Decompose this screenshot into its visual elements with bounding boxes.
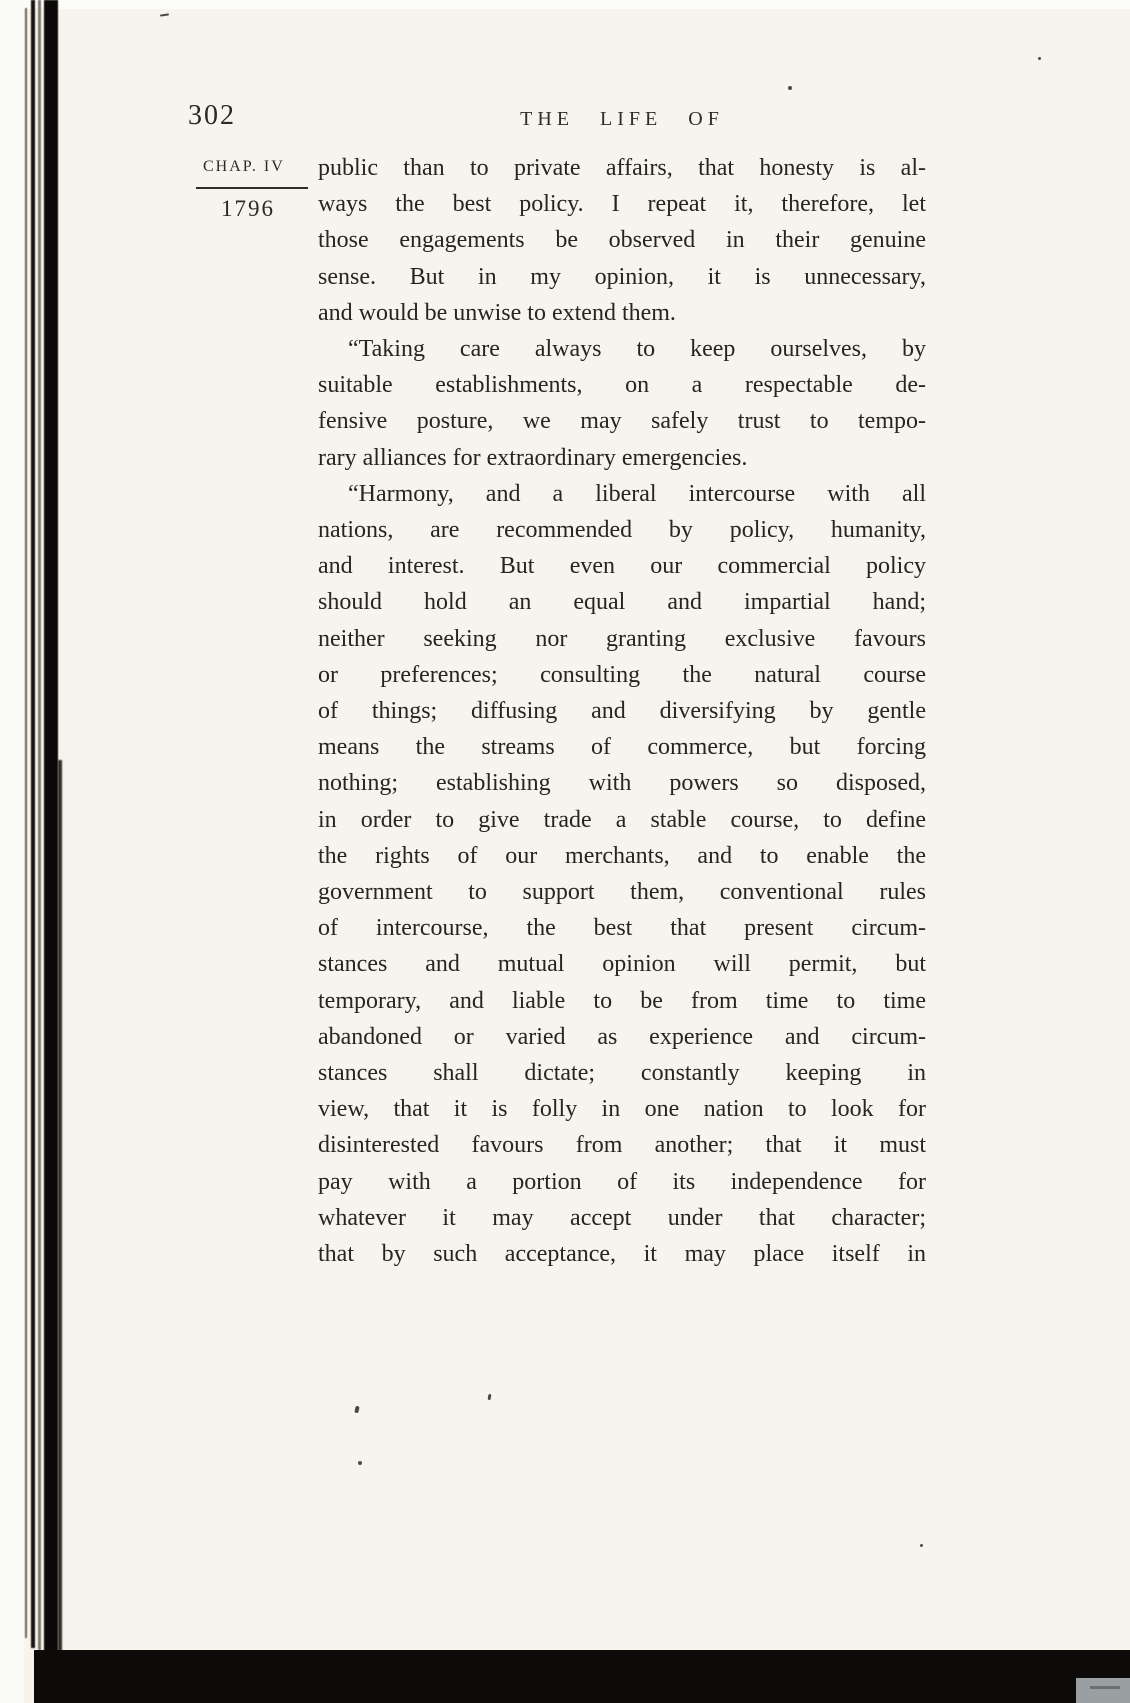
text-line: government to support them, conventional rules	[318, 879, 926, 906]
chapter-rule-line	[196, 187, 308, 189]
text-line: nothing; establishing with powers so disposed,	[318, 770, 926, 797]
text-line: or preferences; consulting the natural course	[318, 661, 926, 688]
text-line: in order to give trade a stable course, to define	[318, 806, 926, 833]
scan-artifact	[1038, 57, 1041, 60]
text-line: public than to private affairs, that honesty is al-	[318, 155, 926, 181]
text-line: the rights of our merchants, and to enable the	[318, 842, 926, 869]
scan-artifact	[358, 1461, 362, 1465]
scan-artifact	[160, 13, 169, 16]
page-number: 302	[188, 100, 236, 131]
binding-shadow-bar	[58, 760, 62, 1655]
text-line: should hold an equal and impartial hand;	[318, 589, 926, 616]
scanner-gray-patch	[1076, 1678, 1130, 1703]
scan-artifact	[920, 1544, 923, 1547]
text-line: “Taking care always to keep ourselves, by	[348, 336, 926, 363]
text-line: fensive posture, we may safely trust to tempo-	[318, 408, 926, 435]
scan-left-edge	[0, 0, 24, 1703]
text-line: temporary, and liable to be from time to time	[318, 987, 926, 1014]
text-line: sense. But in my opinion, it is unnecessary,	[318, 263, 926, 290]
body-text	[318, 150, 926, 1272]
scan-artifact	[788, 86, 792, 90]
scan-artifact	[488, 1394, 492, 1400]
text-line: view, that it is folly in one nation to look for	[318, 1096, 926, 1123]
scanner-bed-strip	[34, 1650, 1130, 1703]
scan-top-edge	[0, 0, 1130, 9]
scanner-gray-mark	[1090, 1686, 1120, 1689]
year-label: 1796	[221, 196, 275, 221]
text-line: disinterested favours from another; that it must	[318, 1132, 926, 1159]
text-line: that by such acceptance, it may place itself in	[318, 1241, 926, 1268]
text-line: “Harmony, and a liberal intercourse with all	[348, 480, 926, 507]
text-line: of intercourse, the best that present circum-	[318, 915, 926, 942]
chapter-label: CHAP. IV	[203, 158, 285, 175]
text-line: those engagements be observed in their genuine	[318, 227, 926, 254]
scan-artifact	[354, 1406, 360, 1414]
text-line: abandoned or varied as experience and circum-	[318, 1023, 926, 1050]
text-line: and would be unwise to extend them.	[318, 299, 676, 326]
text-line: nations, are recommended by policy, humanity,	[318, 517, 926, 544]
text-line: whatever it may accept under that character;	[318, 1204, 926, 1231]
text-line: of things; diffusing and diversifying by gentle	[318, 698, 926, 725]
text-line: and interest. But even our commercial policy	[318, 553, 926, 580]
text-line: neither seeking nor granting exclusive favours	[318, 625, 926, 652]
text-line: stances and mutual opinion will permit, but	[318, 951, 926, 978]
text-line: means the streams of commerce, but forcing	[318, 734, 926, 761]
text-line: stances shall dictate; constantly keeping in	[318, 1060, 926, 1087]
text-line: rary alliances for extraordinary emergencies.	[318, 444, 748, 471]
running-header: THE LIFE OF	[520, 108, 724, 130]
binding-shadow-bar	[25, 8, 27, 1638]
binding-shadow-bar	[31, 0, 35, 1648]
binding-shadow-bar	[44, 0, 58, 1655]
text-line: suitable establishments, on a respectable de-	[318, 372, 926, 399]
binding-shadow-bar	[38, 0, 41, 1650]
text-line: pay with a portion of its independence for	[318, 1168, 926, 1195]
text-line: ways the best policy. I repeat it, therefore, let	[318, 191, 926, 218]
